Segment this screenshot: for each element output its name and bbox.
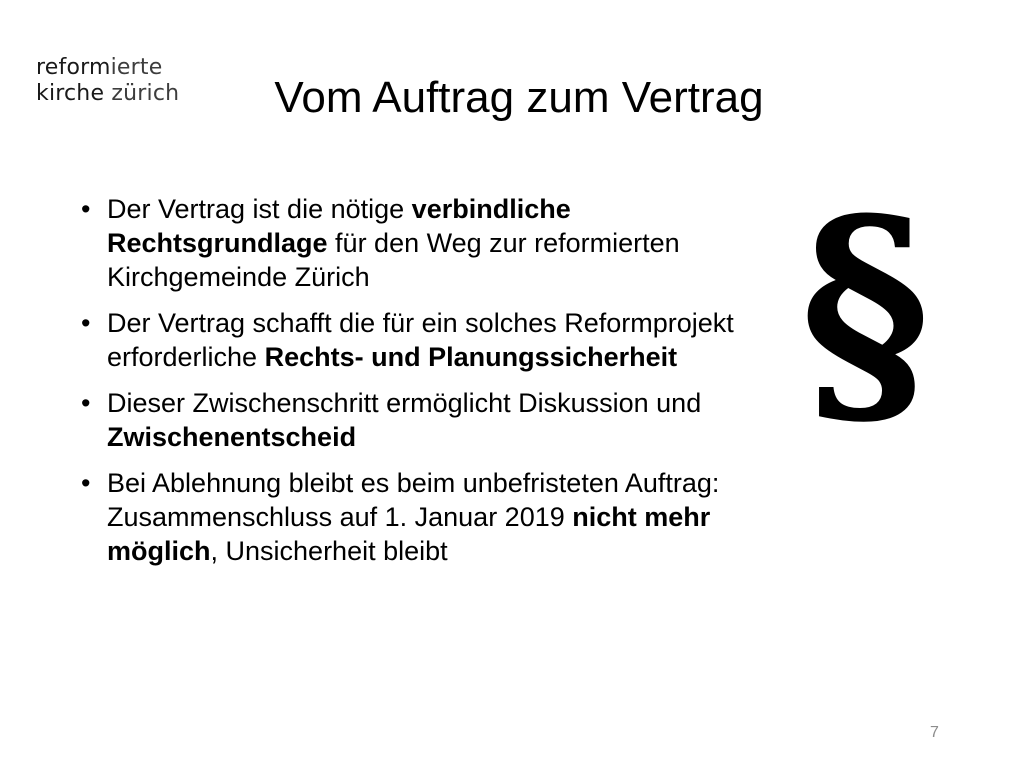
bullet-marker: •: [81, 308, 91, 338]
bullet-emphasis: verbindliche Rechtsgrundlage: [107, 194, 571, 258]
bullet-text: Der Vertrag ist die nötige: [107, 194, 412, 224]
bullet-marker: •: [81, 468, 91, 498]
logo-text-accent: ierte: [110, 55, 163, 80]
bullet-marker: •: [81, 388, 91, 418]
logo-text: kirche: [36, 81, 105, 106]
bullet-item: [76, 466, 776, 568]
bullet-marker: •: [81, 194, 91, 224]
bullet-item: [76, 306, 776, 374]
bullet-text: Bei Ablehnung bleibt es beim unbefristeten Auftrag: Zusammenschluss auf 1. Januar 2019: [107, 468, 720, 532]
bullet-text: Der Vertrag schafft die für ein solches Reformprojekt erforderliche: [107, 308, 734, 372]
bullet-text: , Unsicherheit bleibt: [210, 536, 448, 566]
paragraph-sign-icon: §: [800, 163, 931, 457]
bullet-text: Dieser Zwischenschritt ermöglicht Diskussion und: [107, 388, 702, 418]
bullet-item: [76, 192, 776, 294]
bullet-emphasis: nicht mehr möglich: [107, 502, 711, 566]
bullet-text: für den Weg zur reformierten Kirchgemeinde Zürich: [107, 228, 680, 292]
logo-text: reform: [36, 55, 111, 80]
page-number: 7: [930, 724, 939, 741]
bullet-emphasis: Zwischenentscheid: [107, 422, 357, 452]
logo-text-accent: zürich: [104, 81, 180, 106]
bullet-list: [76, 192, 776, 580]
slide-title: Vom Auftrag zum Vertrag: [274, 73, 764, 122]
bullet-item: [76, 386, 776, 454]
bullet-emphasis: Rechts- und Planungssicherheit: [264, 342, 678, 372]
